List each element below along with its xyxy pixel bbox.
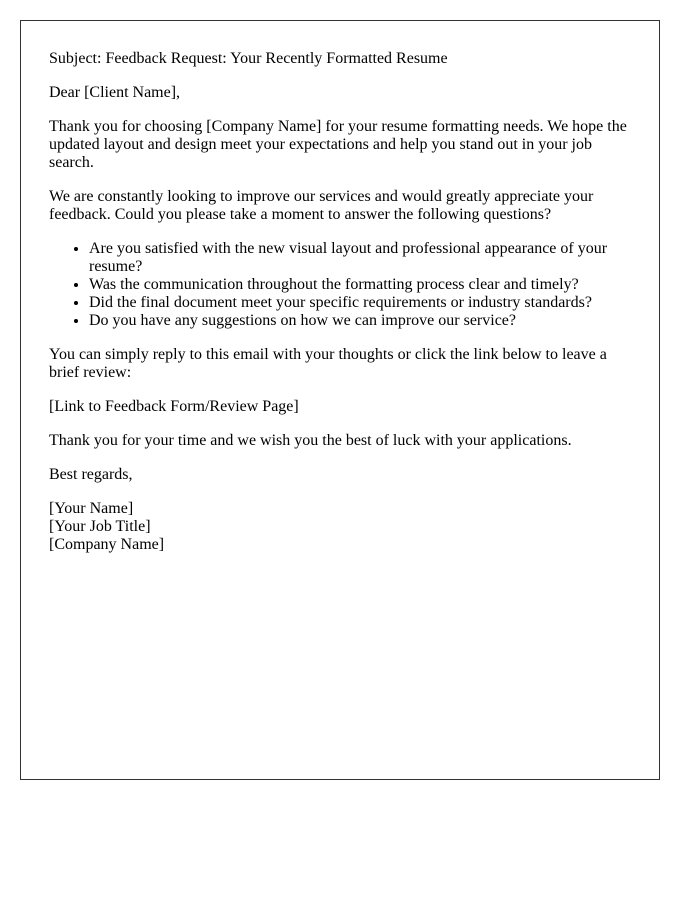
signature-company: [Company Name] [49, 536, 165, 553]
email-subject: Subject: Feedback Request: Your Recently Formatted Resume [49, 50, 448, 67]
signature-block [49, 500, 631, 554]
signature-job-title: [Your Job Title] [49, 518, 151, 535]
greeting: Dear [Client Name], [49, 84, 181, 101]
question-item: • Do you have any suggestions on how we can improve our service? [89, 312, 631, 330]
question-item: • Was the communication throughout the formatting process clear and timely? [89, 276, 631, 294]
closing: Best regards, [49, 466, 133, 483]
letter-container [20, 20, 660, 780]
signature-name: [Your Name] [49, 500, 134, 517]
feedback-link-placeholder: [Link to Feedback Form/Review Page] [49, 398, 299, 415]
feedback-request-paragraph: We are constantly looking to improve our services and would greatly appreciate your feedback. Could you please take a moment to answer the following questions? [49, 188, 594, 223]
thank-you-paragraph: Thank you for your time and we wish you the best of luck with your applications. [49, 432, 572, 449]
intro-paragraph: Thank you for choosing [Company Name] for your resume formatting needs. We hope the updated layout and design meet your expectations and help you stand out in your job search. [49, 118, 627, 171]
question-list [49, 240, 631, 330]
reply-instructions-paragraph: You can simply reply to this email with your thoughts or click the link below to leave a brief review: [49, 346, 607, 381]
question-item: • Are you satisfied with the new visual layout and professional appearance of your resume? [89, 240, 631, 276]
question-item: • Did the final document meet your specific requirements or industry standards? [89, 294, 631, 312]
